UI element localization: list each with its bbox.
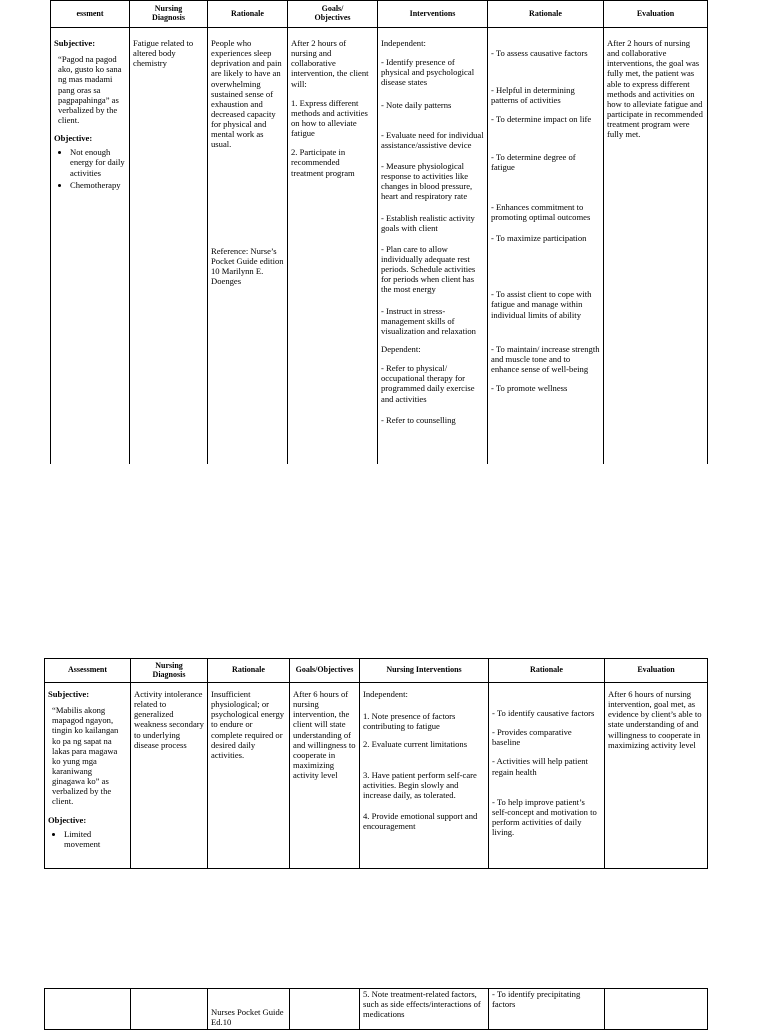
- header-rationale: Rationale: [208, 659, 290, 683]
- assessment-cell: [51, 28, 130, 464]
- evaluation-text: After 2 hours of nursing and collaborative interventions, the goal was fully met, the patient was able to express different methods and activities on how to alleviate fatigue and participate in recommended treatment program were fully met.: [607, 38, 703, 140]
- care-plan-table-fatigue: [50, 0, 708, 464]
- table-row: [45, 683, 708, 869]
- intervention-item: - Instruct in stress-management skills of visualization and relaxation: [381, 305, 476, 336]
- rationale-item: - To maximize participation: [491, 233, 587, 244]
- goals-cell: [288, 28, 378, 464]
- rationales-cell: [489, 683, 605, 869]
- independent-label: Independent:: [363, 689, 408, 699]
- header-rationale-2: Rationale: [488, 1, 604, 28]
- header-evaluation: Evaluation: [604, 1, 708, 28]
- intervention-item: 5. Note treatment-related factors, such as side effects/interactions of medications: [363, 989, 481, 1020]
- rationale-item: - To maintain/ increase strength and muscle tone and to enhance sense of well-being: [491, 343, 600, 374]
- reference-text: Reference: Nurse’s Pocket Guide edition 10 Marilynn E. Doenges: [211, 245, 284, 286]
- header-rationale-2: Rationale: [489, 659, 605, 683]
- diagnosis-text: Fatigue related to altered body chemistry: [133, 38, 194, 69]
- subjective-quote: “Mabilis akong mapagod ngayon, tingin ko kailangan ko pa ng sapat na lakas para magawa ko yung mga karaniwang ginagawa ko” as verbalized by the client.: [52, 705, 119, 807]
- header-assessment: essment: [51, 1, 130, 28]
- reference-text: Nurses Pocket Guide Ed.10: [211, 1007, 284, 1028]
- care-plan-table-activity-intolerance: [44, 658, 708, 869]
- rationale-item: - To determine degree of fatigue: [491, 151, 576, 172]
- header-nursing-diagnosis: Nursing Diagnosis: [130, 1, 208, 28]
- header-evaluation: Evaluation: [605, 659, 708, 683]
- goal-item: 1. Express different methods and activities on how to alleviate fatigue: [291, 97, 368, 139]
- intervention-item: - Evaluate need for individual assistance/assistive device: [381, 129, 484, 150]
- intervention-item: 2. Evaluate current limitations: [363, 739, 468, 750]
- rationale-item: - Provides comparative baseline: [492, 727, 572, 748]
- rationale-item: - To determine impact on life: [491, 114, 592, 125]
- intervention-item: - Establish realistic activity goals with client: [381, 212, 475, 233]
- header-nursing-interventions: Nursing Interventions: [360, 659, 489, 683]
- goals-text: After 6 hours of nursing intervention, the client will state understanding of and willingness to cooperate in maximizing activity level: [293, 689, 356, 781]
- interventions-cell: [360, 683, 489, 869]
- header-nursing-diagnosis: Nursing Diagnosis: [131, 659, 208, 683]
- rationale-cell: [208, 28, 288, 464]
- header-goals: Goals/ Objectives: [288, 1, 378, 28]
- list-item: • Chemotherapy: [70, 180, 126, 190]
- rationale-item: - To assess causative factors: [491, 48, 588, 58]
- intervention-item: - Note daily patterns: [381, 99, 452, 110]
- rationale-item: - Activities will help patient regain health: [492, 756, 588, 777]
- subjective-quote: “Pagod na pagod ako, gusto ko sana ng mas madami pang oras sa pagpapahinga” as verbalized by the client.: [58, 54, 122, 125]
- intervention-item: - Refer to counselling: [381, 414, 456, 425]
- table-row: [51, 28, 708, 464]
- independent-label: Independent:: [381, 38, 426, 48]
- objective-label: Objective:: [48, 814, 87, 825]
- intervention-item: - Plan care to allow individually adequate rest periods. Schedule activities for periods when client has the most energy: [381, 243, 476, 295]
- header-assessment: Assessment: [45, 659, 131, 683]
- rationale-item: - Helpful in determining patterns of activities: [491, 85, 575, 106]
- subjective-label: Subjective:: [48, 689, 90, 699]
- dependent-label: Dependent:: [381, 343, 421, 354]
- evaluation-cell: [604, 28, 708, 464]
- interventions-cell: [378, 28, 488, 464]
- table-header-row: [51, 1, 708, 28]
- intervention-item: - Refer to physical/ occupational therapy for programmed daily exercise and activities: [381, 363, 475, 404]
- objective-label: Objective:: [54, 133, 93, 144]
- goals-cell: [290, 683, 360, 869]
- evaluation-text: After 6 hours of nursing intervention, goal met, as evidence by client’s able to state understanding of and willingness to cooperate in maximizing activity level: [608, 689, 702, 750]
- intervention-item: 1. Note presence of factors contributing to fatigue: [363, 711, 456, 732]
- list-item: • Not enough energy for daily activities: [70, 147, 126, 177]
- rationale-item: - To help improve patient’s self-concept and motivation to perform activities of daily living.: [492, 796, 597, 838]
- rationale-item: - To identify precipitating factors: [492, 989, 581, 1010]
- rationale-text: People who experiences sleep deprivation and pain are likely to have an overwhelming sustained sense of exhaustion and decreased capacity for physical and mental work as usual.: [211, 38, 282, 150]
- objective-list: [54, 147, 126, 190]
- header-interventions: Interventions: [378, 1, 488, 28]
- header-rationale: Rationale: [208, 1, 288, 28]
- rationale-cell: [208, 683, 290, 869]
- diagnosis-cell: [130, 28, 208, 464]
- rationale-item: - To assist client to cope with fatigue and manage within individual limits of ability: [491, 289, 592, 320]
- subjective-label: Subjective:: [54, 38, 96, 48]
- rationales-cell: [488, 28, 604, 464]
- diagnosis-text: Activity intolerance related to generalized weakness secondary to underlying disease process: [134, 689, 204, 750]
- table-header-row: [45, 659, 708, 683]
- rationale-text: Insufficient physiological; or psychological energy to endure or complete required or desired daily activities.: [211, 689, 285, 760]
- objective-list: [48, 829, 127, 849]
- rationale-item: - Enhances commitment to promoting optimal outcomes: [491, 201, 591, 222]
- assessment-cell: [45, 683, 131, 869]
- rationale-item: - To identify causative factors: [492, 708, 595, 718]
- header-goals: Goals/Objectives: [290, 659, 360, 683]
- goal-item: 2. Participate in recommended treatment program: [291, 147, 355, 178]
- rationale-item: - To promote wellness: [491, 383, 568, 394]
- intervention-item: 4. Provide emotional support and encouragement: [363, 810, 478, 832]
- evaluation-cell: [605, 683, 708, 869]
- goals-intro: After 2 hours of nursing and collaborative intervention, the client will:: [291, 38, 369, 89]
- intervention-item: - Identify presence of physical and psychological disease states: [381, 57, 475, 88]
- diagnosis-cell: [131, 683, 208, 869]
- intervention-item: - Measure physiological response to activities like changes in blood pressure, heart and respiratory rate: [381, 160, 473, 202]
- intervention-item: 3. Have patient perform self-care activities. Begin slowly and increase daily, as tolerated.: [363, 769, 477, 800]
- list-item: • Limited movement: [64, 829, 127, 849]
